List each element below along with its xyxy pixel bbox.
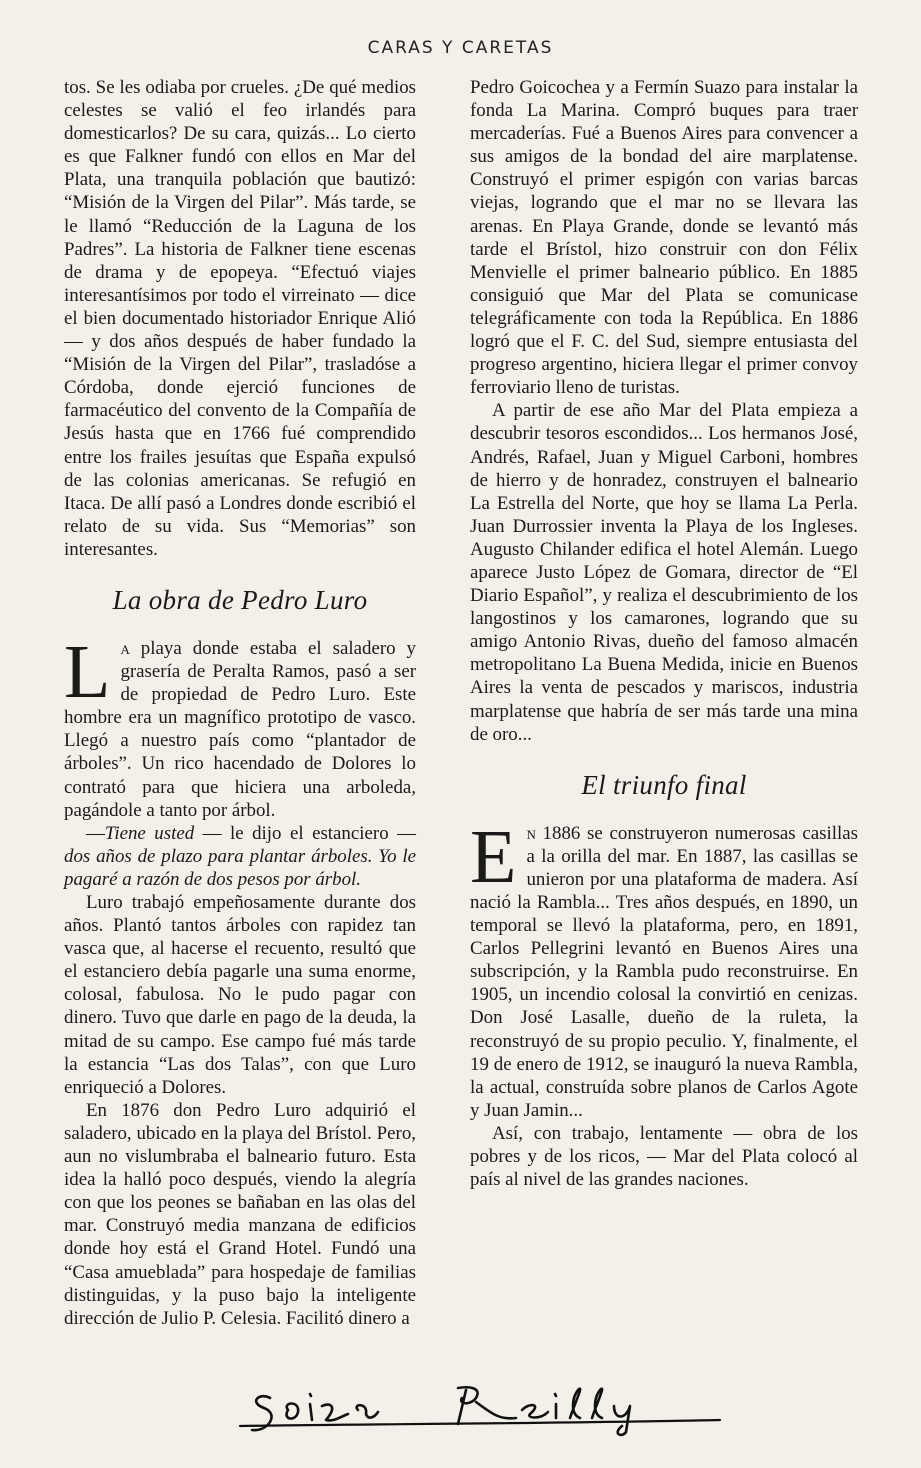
right-paragraph-2: A partir de ese año Mar del Plata empieza a descubrir tesoros escondidos... Los hermanos José, Andrés, Rafael, Juan y Miguel Carboni, hombres de hierro y de honradez, construyen el balneario La Estrella del Norte, que hoy se llama La Perla. Juan Durrossier inventa la Playa de los Ingleses. Augusto Chilander edifica el hotel Alemán. Luego aparece Justo López de Gomara, director de “El Diario Español”, y realiza el descubrimiento de los langostinos y los camarones, logrando que su amigo Antonio Rivas, dueño del famoso almacén metropolitano La Buena Medida, inicie en Buenos Aires la venta de pescados y mariscos, industria marplatense que habría de ser más tarde una mina de oro... bbox=[470, 400, 858, 745]
dash: — bbox=[86, 822, 105, 844]
author-signature bbox=[230, 1380, 730, 1440]
lead-word: a bbox=[120, 637, 130, 659]
right-paragraph-4: Así, con trabajo, lentamente — obra de los pobres y de los ricos, — Mar del Plata colocó al país al nivel de las grandes naciones. bbox=[470, 1122, 858, 1191]
left-column bbox=[64, 76, 416, 1330]
right-paragraph-1: Pedro Goicochea y a Fermín Suazo para instalar la fonda La Marina. Compró buques para traer mercaderías. Fué a Buenos Aires para convencer a sus amigos de la bondad del aire marplatense. Construyó el primer espigón con varias barcas viejas, logrando que el mar no se llevara las arenas. En Playa Grande, donde se levantó más tarde el Brístol, hizo construir con don Félix Menvielle el primer balneario público. En 1885 consiguió que Mar del Plata se comunicase telegráficamente con toda la República. En 1886 logró que el F. C. del Sud, siempre entusiasta del progreso argentino, hiciera llegar el primer convoy ferroviario lleno de turistas. bbox=[470, 77, 858, 399]
right-paragraph-3-text: 1886 se construyeron numerosas casillas a la orilla del mar. En 1887, las casillas se unieron por una plataforma de madera. Así nació la Rambla... Tres años después, en 1890, un temporal se llevó la plataforma, pero, en 1891, Carlos Pellegrini levantó en Buenos Aires una subscripción, y la Rambla pudo reconstruirse. En 1905, un incendio colosal la convirtió en cenizas. Don José Lasalle, dueño de la ruleta, la reconstruyó de su propio peculio. Y, finalmente, el 19 de enero de 1912, se inauguró la nueva Rambla, la actual, construída sobre planos de Carlos Agote y Juan Jamin... bbox=[470, 822, 858, 1121]
left-paragraph-4: Luro trabajó empeñosamente durante dos años. Plantó tantos árboles con rapidez tan vasca que, al hacerse el recuento, resultó que el estanciero debía pagarle una suma enorme, colosal, fabulosa. No le pudo pagar con dinero. Tuvo que darle en pago de la deuda, la mitad de su campo. Ese campo fué más tarde la estancia “Las dos Talas”, con que Luro enriqueció a Dolores. bbox=[64, 892, 416, 1098]
drop-cap-l: L bbox=[64, 629, 111, 714]
right-paragraph-3 bbox=[470, 814, 858, 1122]
left-paragraph-5: En 1876 don Pedro Luro adquirió el saladero, ubicado en la playa del Brístol. Pero, aun no vislumbraba el balneario futuro. Esta idea la halló poco después, viendo la alegría con que los peones se bañaban en las olas del mar. Construyó media manzana de edificios donde hoy está el Grand Hotel. Fundó una “Casa amueblada” para hospedaje de familias distinguidas, y la puso bajo la inteligente dirección de Julio P. Celesia. Facilitó dinero a bbox=[64, 1099, 416, 1329]
section-title-triunfo-final: El triunfo final bbox=[581, 769, 747, 800]
signature-scribble bbox=[230, 1380, 730, 1440]
running-head: CARAS Y CARETAS bbox=[367, 38, 554, 58]
left-paragraph-3-dialogue bbox=[64, 822, 416, 891]
left-paragraph-1: tos. Se les odiaba por crueles. ¿De qué medios celestes se valió el feo irlandés para domesticarlos? De su cara, quizás... Lo cierto es que Falkner fundó con ellos en Mar del Plata, una tranquila población que bautizó: “Misión de la Virgen del Pilar”. Más tarde, se le llamó “Reducción de la Laguna de los Padres”. La historia de Falkner tiene escenas de drama y de epopeya. “Efectuó viajes interesantísimos por todo el virreinato — dice el bien documentado historiador Enrique Alió — y dos años después de haber fundado la “Misión de la Virgen del Pilar”, trasladóse a Córdoba, donde ejerció funciones de farmacéutico del convento de la Compañía de Jesús hasta que en 1766 fué comprendido entre los frailes jesuítas que España expulsó de las colonias americanas. Se refugió en Itaca. De allí pasó a Londres donde escribió el relato de su vida. Sus “Memorias” son interesantes. bbox=[64, 77, 416, 560]
left-paragraph-2-text: playa donde estaba el saladero y grasería de Peralta Ramos, pasó a ser de propiedad de Pedro Luro. Este hombre era un magnífico prototipo de vasco. Llegó a nuestro país como “plantador de árboles”. Un rico hacendado de Dolores lo contrató para que hiciera una arboleda, pagándole a tanto por árbol. bbox=[64, 637, 416, 821]
dialogue-italic-2: dos años de plazo para plantar árboles. Yo le pagaré a razón de dos pesos por árbol. bbox=[64, 845, 416, 890]
dialogue-narration: — le dijo el estanciero — bbox=[194, 822, 416, 844]
right-column bbox=[470, 76, 858, 1191]
left-paragraph-2 bbox=[64, 629, 416, 822]
section-title-pedro-luro: La obra de Pedro Luro bbox=[112, 584, 368, 615]
dialogue-italic-1: Tiene usted bbox=[104, 822, 195, 844]
lead-word: n bbox=[526, 822, 536, 844]
drop-cap-e: E bbox=[470, 814, 517, 899]
